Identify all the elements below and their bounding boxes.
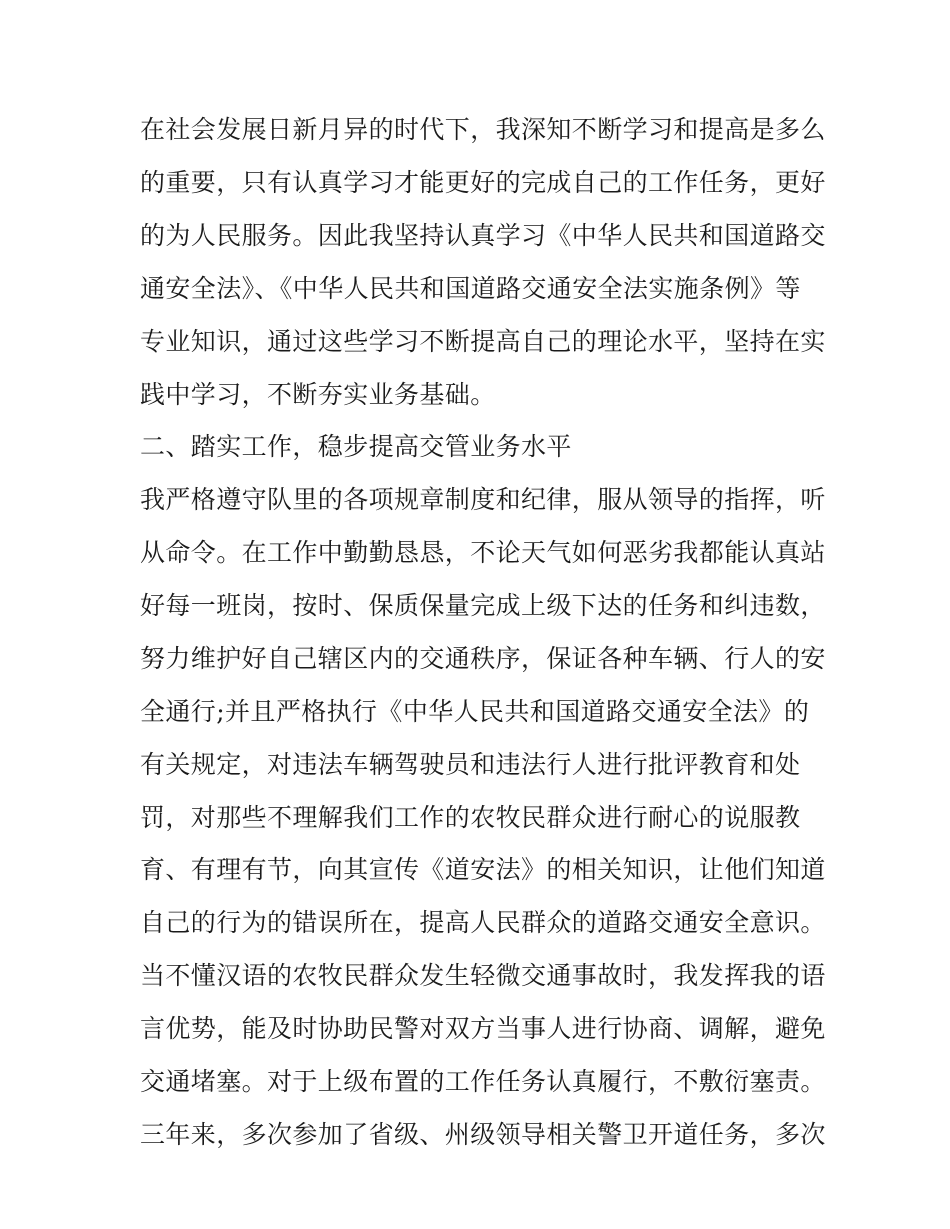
paragraph-line: 三年来，多次参加了省级、州级领导相关警卫开道任务，多次	[140, 1120, 826, 1149]
paragraph-line: 的为人民服务。因此我坚持认真学习《中华人民共和国道路交	[140, 221, 826, 250]
paragraph-line: 通安全法》、《中华人民共和国道路交通安全法实施条例》等	[140, 274, 801, 303]
paragraph-line: 全通行;并且严格执行《中华人民共和国道路交通安全法》的	[140, 697, 810, 726]
paragraph-line: 罚，对那些不理解我们工作的农牧民群众进行耐心的说服教	[140, 803, 801, 832]
paragraph-line: 专业知识，通过这些学习不断提高自己的理论水平，坚持在实	[140, 327, 826, 356]
paragraph-line: 言优势，能及时协助民警对双方当事人进行协商、调解，避免	[140, 1014, 826, 1043]
paragraph-line: 有关规定，对违法车辆驾驶员和违法行人进行批评教育和处	[140, 750, 801, 779]
paragraph-line: 践中学习，不断夯实业务基础。	[140, 380, 496, 409]
paragraph-line: 在社会发展日新月异的时代下，我深知不断学习和提高是多么	[140, 115, 826, 144]
paragraph-line: 当不懂汉语的农牧民群众发生轻微交通事故时，我发挥我的语	[140, 961, 826, 990]
paragraph-line: 好每一班岗，按时、保质保量完成上级下达的任务和纠违数，	[140, 591, 826, 620]
paragraph-line: 育、有理有节，向其宣传《道安法》的相关知识，让他们知道	[140, 855, 826, 884]
paragraph-line: 努力维护好自己辖区内的交通秩序，保证各种车辆、行人的安	[140, 644, 826, 673]
paragraph-line: 自己的行为的错误所在，提高人民群众的道路交通安全意识。	[140, 908, 826, 937]
paragraph-line: 的重要，只有认真学习才能更好的完成自己的工作任务，更好	[140, 168, 826, 197]
section-heading: 二、踏实工作，稳步提高交管业务水平	[140, 432, 572, 461]
paragraph-line: 从命令。在工作中勤勤恳恳，不论天气如何恶劣我都能认真站	[140, 538, 826, 567]
paragraph-line: 我严格遵守队里的各项规章制度和纪律，服从领导的指挥，听	[140, 485, 826, 514]
paragraph-line: 交通堵塞。对于上级布置的工作任务认真履行，不敷衍塞责。	[140, 1067, 826, 1096]
